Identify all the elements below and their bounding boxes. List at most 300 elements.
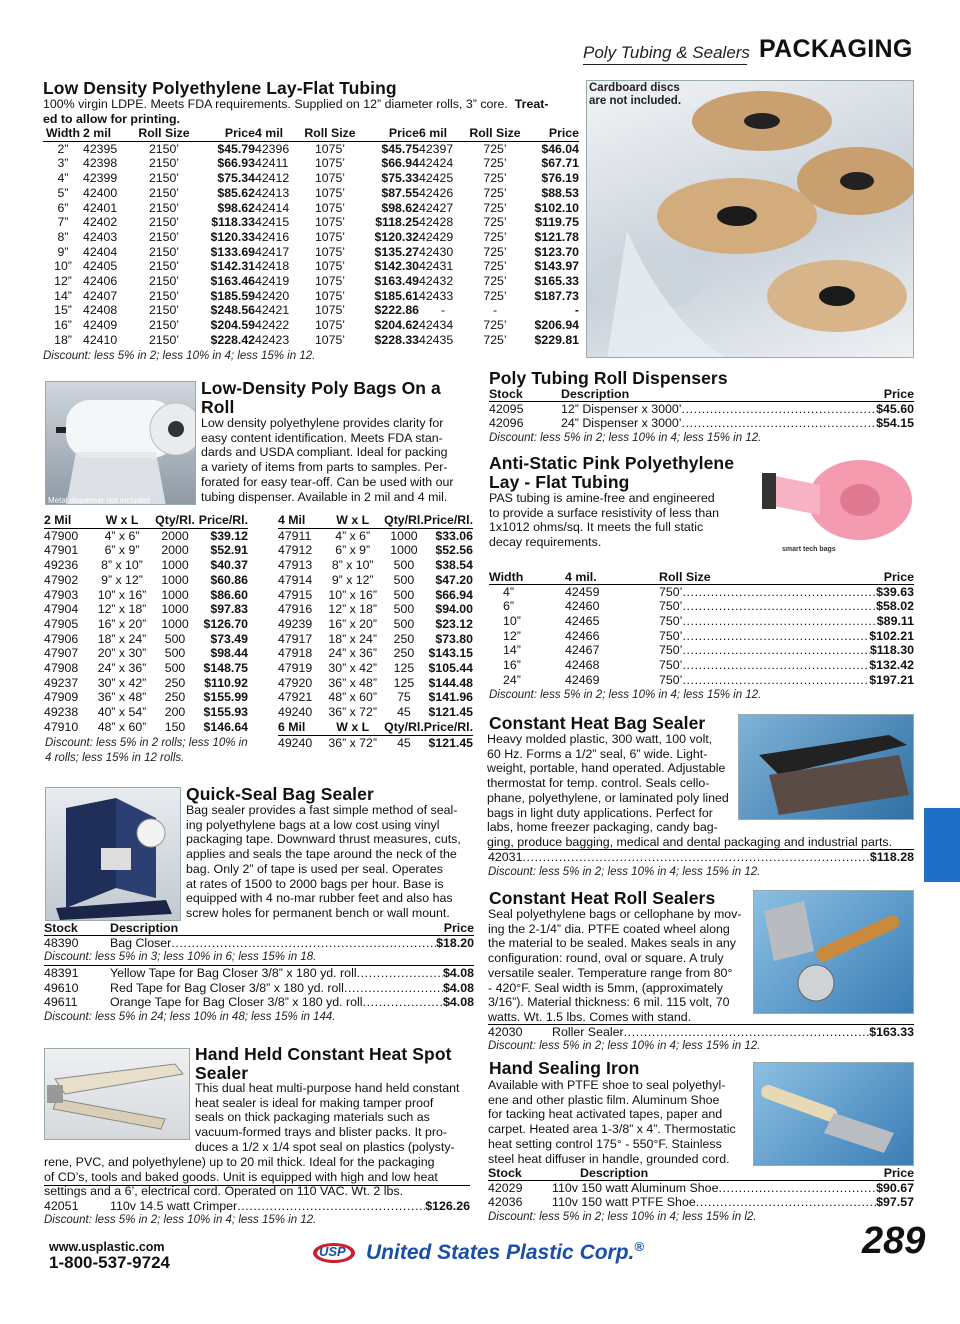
table-cell: $38.54 [435, 558, 473, 573]
bags-4mil-table [278, 513, 473, 750]
item-price: $118.30 [869, 643, 914, 658]
table-cell: 500 [164, 661, 186, 676]
table-cell: $248.56 [210, 303, 255, 318]
table-cell: 2150’ [148, 318, 180, 333]
table-cell: 42415 [255, 215, 290, 230]
table-cell: 49240 [278, 735, 313, 750]
table-cell: - [574, 303, 579, 318]
leader-dots [682, 416, 877, 431]
page-number: 289 [862, 1220, 926, 1262]
sealing-iron-image [754, 1063, 914, 1166]
table-cell: 42413 [255, 185, 290, 200]
table-cell: 12” x 18” [328, 602, 377, 617]
bagsealer-row: 42031 ..... $118.28 [488, 850, 914, 865]
bags-6mil-col-header: Qty/Rl. [384, 719, 424, 734]
table-row [278, 632, 473, 647]
table-cell: 30” x 42” [97, 675, 147, 690]
table-row [44, 588, 248, 603]
table-cell: $185.61 [374, 288, 419, 303]
table-row [44, 573, 248, 588]
description-line: Low density polyethylene provides clarity for [201, 416, 444, 430]
table-cell: 10” x 16” [328, 587, 377, 602]
table-cell: $163.49 [374, 274, 419, 289]
table-cell: $67.71 [541, 156, 579, 171]
table-row [43, 171, 579, 186]
table-cell: 42412 [255, 171, 290, 186]
usp-logo-text: USP [319, 1244, 346, 1259]
table-cell: 725’ [483, 156, 507, 171]
description-line: 1x1012 ohms/sq. It meets the full static [489, 520, 704, 535]
description-line: labs, home freezer packaging, candy bag- [487, 820, 718, 835]
roll-size: 750’ [659, 672, 683, 687]
footer-url[interactable]: www.usplastic.com [49, 1240, 165, 1254]
table-cell: $52.56 [435, 543, 473, 558]
item-price: $54.15 [876, 416, 914, 431]
table-cell: $46.04 [541, 141, 579, 156]
spot-row: 42051 110v 14.5 watt Crimper ..... $126.26 [44, 1199, 470, 1214]
table-cell: $155.99 [203, 690, 248, 705]
table-row [278, 602, 473, 617]
table-cell: 42409 [83, 318, 118, 333]
leader-dots [682, 402, 877, 417]
table-cell: 47917 [278, 631, 313, 646]
description-line: applies and seals the tape around the neck of the [186, 847, 457, 862]
stock-number: 49611 [44, 995, 78, 1010]
description-line: rene, PVC, and polyethylene) up to 20 mil thick. Ideal for the packaging [44, 1155, 435, 1169]
layflat-col-header: 2 mil [83, 126, 112, 140]
table-cell: 725’ [483, 288, 507, 303]
table-cell: 5” [57, 185, 69, 200]
table-cell: 6” [57, 200, 69, 215]
quickseal-discount-a: Discount: less 5% in 3; less 10% in 6; less 15% in 18. [44, 950, 474, 966]
table-row [278, 588, 473, 603]
table-cell: 725’ [483, 332, 507, 347]
table-cell: 18” x 24” [328, 631, 377, 646]
table-cell: 47914 [278, 572, 313, 587]
table-cell: 47919 [278, 661, 313, 676]
table-cell: 47901 [44, 543, 79, 558]
table-cell: $66.93 [217, 156, 255, 171]
table-cell: 42401 [83, 200, 118, 215]
table-cell: 42429 [419, 229, 454, 244]
table-cell: 1075’ [314, 274, 346, 289]
table-cell: $94.00 [435, 602, 473, 617]
spot-description-full [44, 1155, 438, 1199]
quickseal-row: 48390 Bag Closer ..... $18.20 [44, 936, 474, 951]
iron-table [488, 1166, 914, 1225]
table-cell: 15” [54, 303, 72, 318]
table-cell: 47912 [278, 543, 313, 558]
table-cell: 47905 [44, 616, 79, 631]
table-cell: 2150’ [148, 215, 180, 230]
table-cell: 47906 [44, 631, 79, 646]
description-line: at rates of 1500 to 2000 bags per hour. Base is [186, 876, 444, 891]
layflat-col-header: 6 mil [419, 126, 448, 140]
table-cell: 49236 [44, 558, 79, 573]
quickseal-discount-b: Discount: less 5% in 24; less 10% in 48; less 15% in 144. [44, 1011, 336, 1024]
leader-dots [682, 673, 869, 688]
table-cell: 42407 [83, 288, 118, 303]
table-cell: 42406 [83, 274, 118, 289]
table-cell: 47903 [44, 587, 79, 602]
table-cell: $121.45 [428, 705, 473, 720]
price-row [489, 402, 914, 417]
table-row [43, 245, 579, 260]
item-price: $97.57 [876, 1195, 914, 1210]
price-row [489, 643, 914, 658]
layflat-discount: Discount: less 5% in 2; less 10% in 4; less 15% in 12. [43, 350, 316, 362]
description-line: thermostat for temp. control. Seals cello- [487, 776, 710, 791]
item-price: $89.11 [876, 614, 914, 629]
table-cell: $47.20 [435, 572, 473, 587]
footer-phone: 1-800-537-9724 [49, 1253, 170, 1272]
table-cell: $126.70 [203, 616, 248, 631]
bagsealer-description [487, 732, 729, 835]
bags-6mil-col-header: 6 Mil [278, 719, 306, 734]
price-row [489, 416, 914, 431]
table-cell: 3” [57, 156, 69, 171]
price-row [488, 1181, 914, 1196]
table-cell: 47921 [278, 690, 313, 705]
table-cell: 2000 [161, 528, 189, 543]
antistatic-header: Width 4 mil. Roll Size Price [489, 570, 914, 584]
table-cell: - [492, 303, 498, 318]
antistatic-discount: Discount: less 5% in 2; less 10% in 4; less 15% in 12. [489, 688, 762, 701]
spot-discount: Discount: less 5% in 2; less 10% in 4; less 15% in 12. [44, 1214, 317, 1226]
table-cell: 725’ [483, 171, 507, 186]
table-cell: 42435 [419, 332, 454, 347]
table-cell: $52.91 [210, 543, 248, 558]
description-line: bag. Only 2” of tape is used per seal. Operates [186, 861, 443, 876]
leader-dots [344, 981, 443, 996]
table-cell: 42397 [419, 141, 454, 156]
table-cell: 1000 [161, 602, 189, 617]
table-cell: 42399 [83, 171, 118, 186]
table-cell: 18” x 24” [97, 631, 147, 646]
description-line: dards and USDA compliant. Ideal for packing [201, 445, 448, 460]
leader-dots [682, 614, 876, 629]
layflat-photo-caption: Cardboard discs are not included. [589, 82, 682, 107]
bags-4mil-col-header: Price/Rl. [423, 513, 473, 527]
description-line: ing polyethylene bags at a low cost using vinyl [186, 817, 440, 832]
table-cell: $88.53 [541, 185, 579, 200]
table-cell: 2150’ [148, 303, 180, 318]
table-cell: 250 [393, 631, 415, 646]
table-row [43, 289, 579, 304]
roll-size: 750’ [659, 658, 683, 673]
table-cell: $98.62 [381, 200, 419, 215]
table-cell: 1000 [161, 616, 189, 631]
item-description: 110v 150 watt PTFE Shoe [552, 1195, 696, 1210]
stock-number: 42469 [565, 672, 600, 687]
table-cell: $121.78 [534, 229, 579, 244]
table-cell: 42422 [255, 318, 290, 333]
table-cell: 1075’ [314, 288, 346, 303]
iron-discount: Discount: less 5% in 2; less 10% in 4; less 15% in l2. [488, 1211, 757, 1224]
table-row [43, 230, 579, 245]
table-cell: 42424 [419, 156, 454, 171]
table-row [43, 141, 579, 156]
description-line: decay requirements. [489, 535, 602, 550]
table-cell: 42414 [255, 200, 290, 215]
table-cell: 1075’ [314, 185, 346, 200]
stock-number: 48391 [44, 966, 79, 981]
table-cell: 7” [57, 215, 69, 230]
description-line: This dual heat multi-purpose hand held constant [195, 1081, 460, 1095]
table-row [44, 690, 248, 705]
table-cell: 725’ [483, 141, 507, 156]
table-cell: $222.86 [374, 303, 419, 318]
table-cell: $110.92 [204, 675, 248, 690]
bagsealer-discount: Discount: less 5% in 2; less 10% in 4; less 15% in 12. [488, 866, 761, 878]
table-cell: 42425 [419, 171, 454, 186]
leader-dots [363, 995, 443, 1010]
description-line: steel heat diffuser in handle, grounded cord. [488, 1151, 730, 1166]
table-row [44, 676, 248, 691]
price-row [44, 995, 474, 1010]
description-line: of CD’s, tools and baked goods. Unit is equipped with high and low heat [44, 1169, 438, 1184]
description-line: bags in light duty applications. Perfect for [487, 805, 713, 820]
table-cell: 1000 [161, 587, 189, 602]
bags-photo-caption: Metal dispenser not included [48, 496, 150, 505]
table-cell: 42428 [419, 215, 454, 230]
bags-2mil-col-header: W x L [105, 513, 139, 527]
stock-number: 42459 [565, 584, 600, 599]
table-cell: 2150’ [148, 332, 180, 347]
iron-photo [753, 1062, 914, 1166]
bags-4mil-col-header: W x L [336, 513, 370, 527]
table-row [278, 690, 473, 705]
bags-4mil-col-header: Qty/Rl. [384, 513, 424, 527]
price-row [44, 981, 474, 996]
table-cell: 1075’ [314, 318, 346, 333]
table-cell: 1000 [390, 528, 418, 543]
layflat-col-header: Width [45, 126, 81, 140]
description-line: vacuum-formed trays and blister packs. It pro- [195, 1125, 448, 1140]
table-cell: 14” [54, 288, 72, 303]
table-cell: 49237 [44, 675, 79, 690]
table-cell: $135.27 [374, 244, 419, 259]
table-cell: 42405 [83, 259, 118, 274]
description-line: heat sealer is ideal for making tamper proof [195, 1095, 434, 1110]
table-cell: $204.62 [374, 318, 419, 333]
table-row [44, 602, 248, 617]
price-row [488, 1195, 914, 1210]
table-cell: 725’ [483, 200, 507, 215]
table-cell: 500 [393, 616, 415, 631]
layflat-col-header: Roll Size [138, 126, 190, 140]
price-row [489, 629, 914, 644]
table-row [278, 705, 473, 720]
description-line: - 420°F. Seal width is 5mm, (approximately [488, 980, 723, 995]
table-row [43, 215, 579, 230]
table-cell: 42403 [83, 229, 118, 244]
table-row [278, 558, 473, 573]
stock-number: 42465 [565, 614, 600, 629]
table-cell: $144.48 [428, 675, 473, 690]
description-line: 3/16”). Material thickness: 6 mil. 115 volt, 70 [488, 995, 730, 1010]
item-price: $4.08 [442, 980, 474, 995]
table-row [278, 528, 473, 543]
price-row [489, 585, 914, 600]
antistatic-table [489, 570, 914, 703]
table-cell: 9” [57, 244, 69, 259]
price-row [489, 673, 914, 688]
iron-header: Stock Description Price [488, 1166, 914, 1180]
leader-dots [357, 966, 443, 981]
item-description: 24” Dispenser x 3000’ [561, 416, 682, 431]
table-cell: 500 [393, 558, 415, 573]
table-cell: 6” x 9” [104, 543, 140, 558]
description-line: a variety of items from parts to samples. Per- [201, 460, 448, 475]
table-cell: 16” x 20” [97, 616, 147, 631]
table-cell: 40” x 54” [97, 705, 147, 720]
antistatic-photo-label: smart tech bags [782, 546, 836, 553]
table-row [278, 646, 473, 661]
table-cell: 49240 [278, 705, 313, 720]
description-line: heat setting control 175° - 550°F. Stainless [488, 1136, 722, 1151]
table-cell: $76.19 [541, 171, 579, 186]
table-cell: $45.75 [381, 141, 419, 156]
table-cell: 1075’ [314, 303, 346, 318]
rollsealer-discount: Discount: less 5% in 2; less 10% in 4; less 15% in 12. [488, 1040, 761, 1052]
table-cell: 8” [57, 229, 69, 244]
table-cell: $23.12 [435, 616, 473, 631]
antistatic-description [489, 491, 719, 550]
bags-title: Low-Density Poly Bags On a Roll [201, 378, 441, 417]
table-row [44, 543, 248, 558]
table-row [43, 303, 579, 318]
dispensers-title: Poly Tubing Roll Dispensers [489, 368, 728, 388]
table-cell: 500 [393, 572, 415, 587]
description-line: phane, polyethylene, or laminated poly lined [487, 790, 729, 805]
table-cell: 1075’ [314, 156, 346, 171]
table-cell: $73.80 [435, 631, 473, 646]
table-cell: 42420 [255, 288, 290, 303]
table-cell: 49239 [278, 616, 313, 631]
table-cell: $60.86 [210, 572, 248, 587]
table-cell: 42423 [255, 332, 290, 347]
table-cell: 725’ [483, 215, 507, 230]
description-line: easy content identification. Meets FDA stan- [201, 430, 443, 445]
table-cell: 16” [54, 318, 72, 333]
layflat-col-header: Roll Size [469, 126, 521, 140]
table-cell: $148.75 [203, 661, 248, 676]
table-cell: 42408 [83, 303, 118, 318]
table-row [43, 333, 579, 348]
table-row [43, 274, 579, 289]
description-line: packaging tape. Downward thrust measures, cuts, [186, 832, 461, 847]
table-cell: 2150’ [148, 171, 180, 186]
table-row [44, 705, 248, 720]
description-line: weight, portable, hand operated. Adjustable [487, 761, 726, 776]
table-cell: 42416 [255, 229, 290, 244]
item-price: $45.60 [876, 401, 914, 416]
table-cell: 1075’ [314, 229, 346, 244]
table-cell: $73.49 [210, 631, 248, 646]
layflat-title: Low Density Polyethylene Lay-Flat Tubing [43, 78, 397, 98]
table-cell: 47909 [44, 690, 79, 705]
usp-logo [312, 1242, 356, 1264]
description-line: Seal polyethylene bags or cellophane by mov- [488, 907, 742, 921]
table-cell: $39.12 [210, 528, 248, 543]
table-cell: 24” x 36” [97, 661, 147, 676]
spot-description [195, 1081, 460, 1155]
description-line: the material to be sealed. Makes seals in any [488, 936, 736, 951]
layflat-table [43, 126, 579, 348]
table-cell: $120.33 [210, 229, 255, 244]
table-cell: 2150’ [148, 274, 180, 289]
bag-roll-image [46, 382, 196, 505]
table-cell: 500 [164, 646, 186, 661]
table-cell: 10” x 16” [97, 587, 147, 602]
item-description: 12” Dispenser x 3000’ [561, 401, 682, 416]
table-cell: 48” x 60” [328, 690, 377, 705]
table-cell: 500 [393, 602, 415, 617]
table-row [278, 676, 473, 691]
description-line: forated for easy tear-off. Can be used with our [201, 474, 454, 489]
table-cell: 47915 [278, 587, 313, 602]
table-row [278, 573, 473, 588]
description-line: Bag sealer provides a fast simple method of seal- [186, 803, 458, 817]
section-tab [924, 808, 960, 882]
spot-title: Hand Held Constant Heat Spot Sealer [195, 1044, 452, 1083]
table-cell: $133.69 [210, 244, 255, 259]
stock-number: 42467 [565, 643, 600, 658]
table-row [44, 528, 248, 543]
table-cell: 2150’ [148, 288, 180, 303]
item-description: 110v 150 watt Aluminum Shoe [552, 1180, 719, 1195]
table-row [43, 156, 579, 171]
table-cell: 9” x 12” [331, 572, 374, 587]
quickseal-table-header: Stock Description Price [44, 921, 474, 935]
table-cell: 42431 [419, 259, 454, 274]
table-cell: 49238 [44, 705, 79, 720]
rollsealer-row: 42030 Roller Sealer ..... $163.33 [488, 1025, 914, 1040]
table-cell: 725’ [483, 244, 507, 259]
price-row [44, 966, 474, 981]
stock-number: 42095 [489, 401, 524, 416]
table-cell: 10” [54, 259, 72, 274]
table-cell: 4” x 6” [104, 528, 140, 543]
table-cell: 1000 [161, 558, 189, 573]
description-line: carpet. Heated area 1-3/8” x 4”. Thermostatic [488, 1122, 736, 1137]
table-cell: 2150’ [148, 185, 180, 200]
layflat-col-header: Price [224, 126, 255, 140]
width-value: 14” [503, 643, 521, 658]
quickseal-table [44, 921, 474, 1025]
price-row [489, 658, 914, 673]
stock-number: 42036 [488, 1195, 523, 1210]
table-cell: 4” x 6” [335, 528, 371, 543]
table-cell: 1075’ [314, 259, 346, 274]
bags-2mil-col-header: 2 Mil [44, 513, 72, 527]
table-cell: 42395 [83, 141, 118, 156]
bag-closer-image [46, 788, 181, 921]
description-line: tubing dispenser. Available in 2 mil and 4 mil. [201, 489, 448, 504]
table-cell: $185.59 [210, 288, 255, 303]
table-cell: 42427 [419, 200, 454, 215]
table-cell: $120.32 [374, 229, 419, 244]
table-cell: $33.06 [435, 528, 473, 543]
item-price: $102.21 [869, 628, 914, 643]
description-line: seals on thick packaging materials such as [195, 1110, 430, 1125]
item-description: Red Tape for Bag Closer 3/8” x 180 yd. roll [110, 980, 344, 995]
table-cell: $40.37 [210, 558, 248, 573]
description-line: PAS tubing is amine-free and engineered [489, 491, 715, 505]
bags-6mil-col-header: Price/Rl. [423, 719, 473, 734]
bags-discount: Discount: less 5% in 2 rolls; less 10% in 4 rolls; less 15% in 12 rolls. [45, 737, 248, 764]
